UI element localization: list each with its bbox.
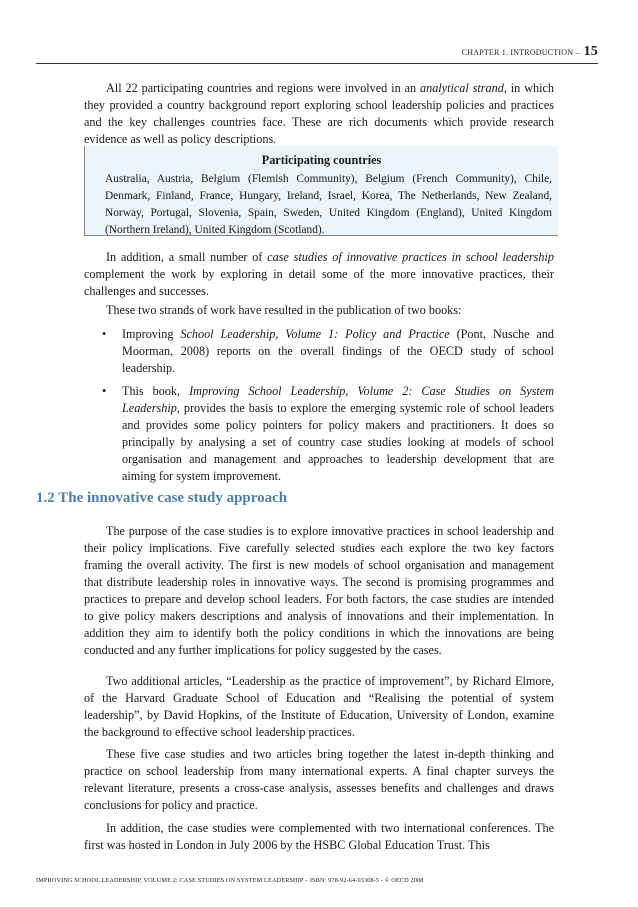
books-intro-paragraph: These two strands of work have resulted in the publication of two books: — [106, 303, 462, 317]
box-country-list: Australia, Austria, Belgium (Flemish Community), Belgium (French Community), Chile, Denmark, Finland, France, Hungary, Ireland, Israel, Korea, The Netherlands, New Zealand, Norway, Portugal, Slovenia, Spain, Sweden, United Kingdom (England), United Kingdom (Northern Ireland), United Kingdom (Scotland). — [105, 173, 552, 236]
chapter-label: CHAPTER 1. INTRODUCTION – — [461, 48, 580, 57]
case-studies-paragraph: In addition, a small number of case studies of innovative practices in school leadership complement the work by exploring in detail some of the more innovative practices, their challenges and successes. — [84, 250, 554, 298]
running-header — [36, 44, 598, 60]
section-heading: 1.2 The innovative case study approach — [36, 490, 288, 506]
intro-paragraph: All 22 participating countries and regions were involved in an analytical strand, in which they provided a country background report exploring school leadership policies and practices and the key challenges countries face. These are rich documents which provide research evidence as well as policy descriptions. — [84, 81, 554, 146]
list-item: • Improving School Leadership, Volume 1: Policy and Practice (Pont, Nusche and Moorman, 2008) reports on the overall findings of the OECD study of school leadership. — [102, 327, 555, 375]
list-item: • This book, Improving School Leadership, Volume 2: Case Studies on System Leadership, provides the basis to explore the emerging systemic role of school leaders and provides some policy pointers for policy makers and practitioners. It does so principally by analysing a set of country case studies looking at models of school organisation and management and approaches to leadership development that are aiming for system improvement. — [102, 384, 554, 483]
participating-countries-box — [84, 146, 558, 236]
section-paragraph-4: In addition, the case studies were complemented with two international conferences. The first was hosted in London in July 2006 by the HSBC Global Education Trust. This — [84, 821, 554, 852]
page-number: 15 — [583, 44, 598, 59]
book-list — [84, 326, 554, 491]
box-title: Participating countries — [261, 153, 382, 167]
section-paragraph-3: These five case studies and two articles bring together the latest in-depth thinking and practice on school leadership from many international experts. A final chapter surveys the relevant literature, presents a cross-case analysis, assesses benefits and challenges and draws conclusions for policy and practice. — [84, 747, 554, 812]
section-paragraph-1: The purpose of the case studies is to explore innovative practices in school leadership and their policy implications. Five carefully selected studies each explore the two key factors framing the overall activity. The first is new models of school organisation and management that distribute leadership roles in innovative ways. The second is promising programmes and practices to prepare and develop school leaders. For both factors, the case studies are intended to give policy makers descriptions and analysis of innovations and their implementation. In addition they aim to identify both the policy conditions in which the innovations are being conducted and any further implications for policy suggested by the cases. — [84, 524, 554, 657]
footer-citation: IMPROVING SCHOOL LEADERSHIP, VOLUME 2: CASE STUDIES ON SYSTEM LEADERSHIP – ISBN: 978-92-64-03308-5 - © OECD 2008 — [36, 877, 424, 884]
header-rule — [36, 63, 598, 64]
section-paragraph-2: Two additional articles, “Leadership as the practice of improvement”, by Richard Elmore, of the Harvard Graduate School of Education and “Realising the potential of system leadership”, by David Hopkins, of the Institute of Education, University of London, examine the background to effective school leadership practices. — [84, 674, 554, 739]
